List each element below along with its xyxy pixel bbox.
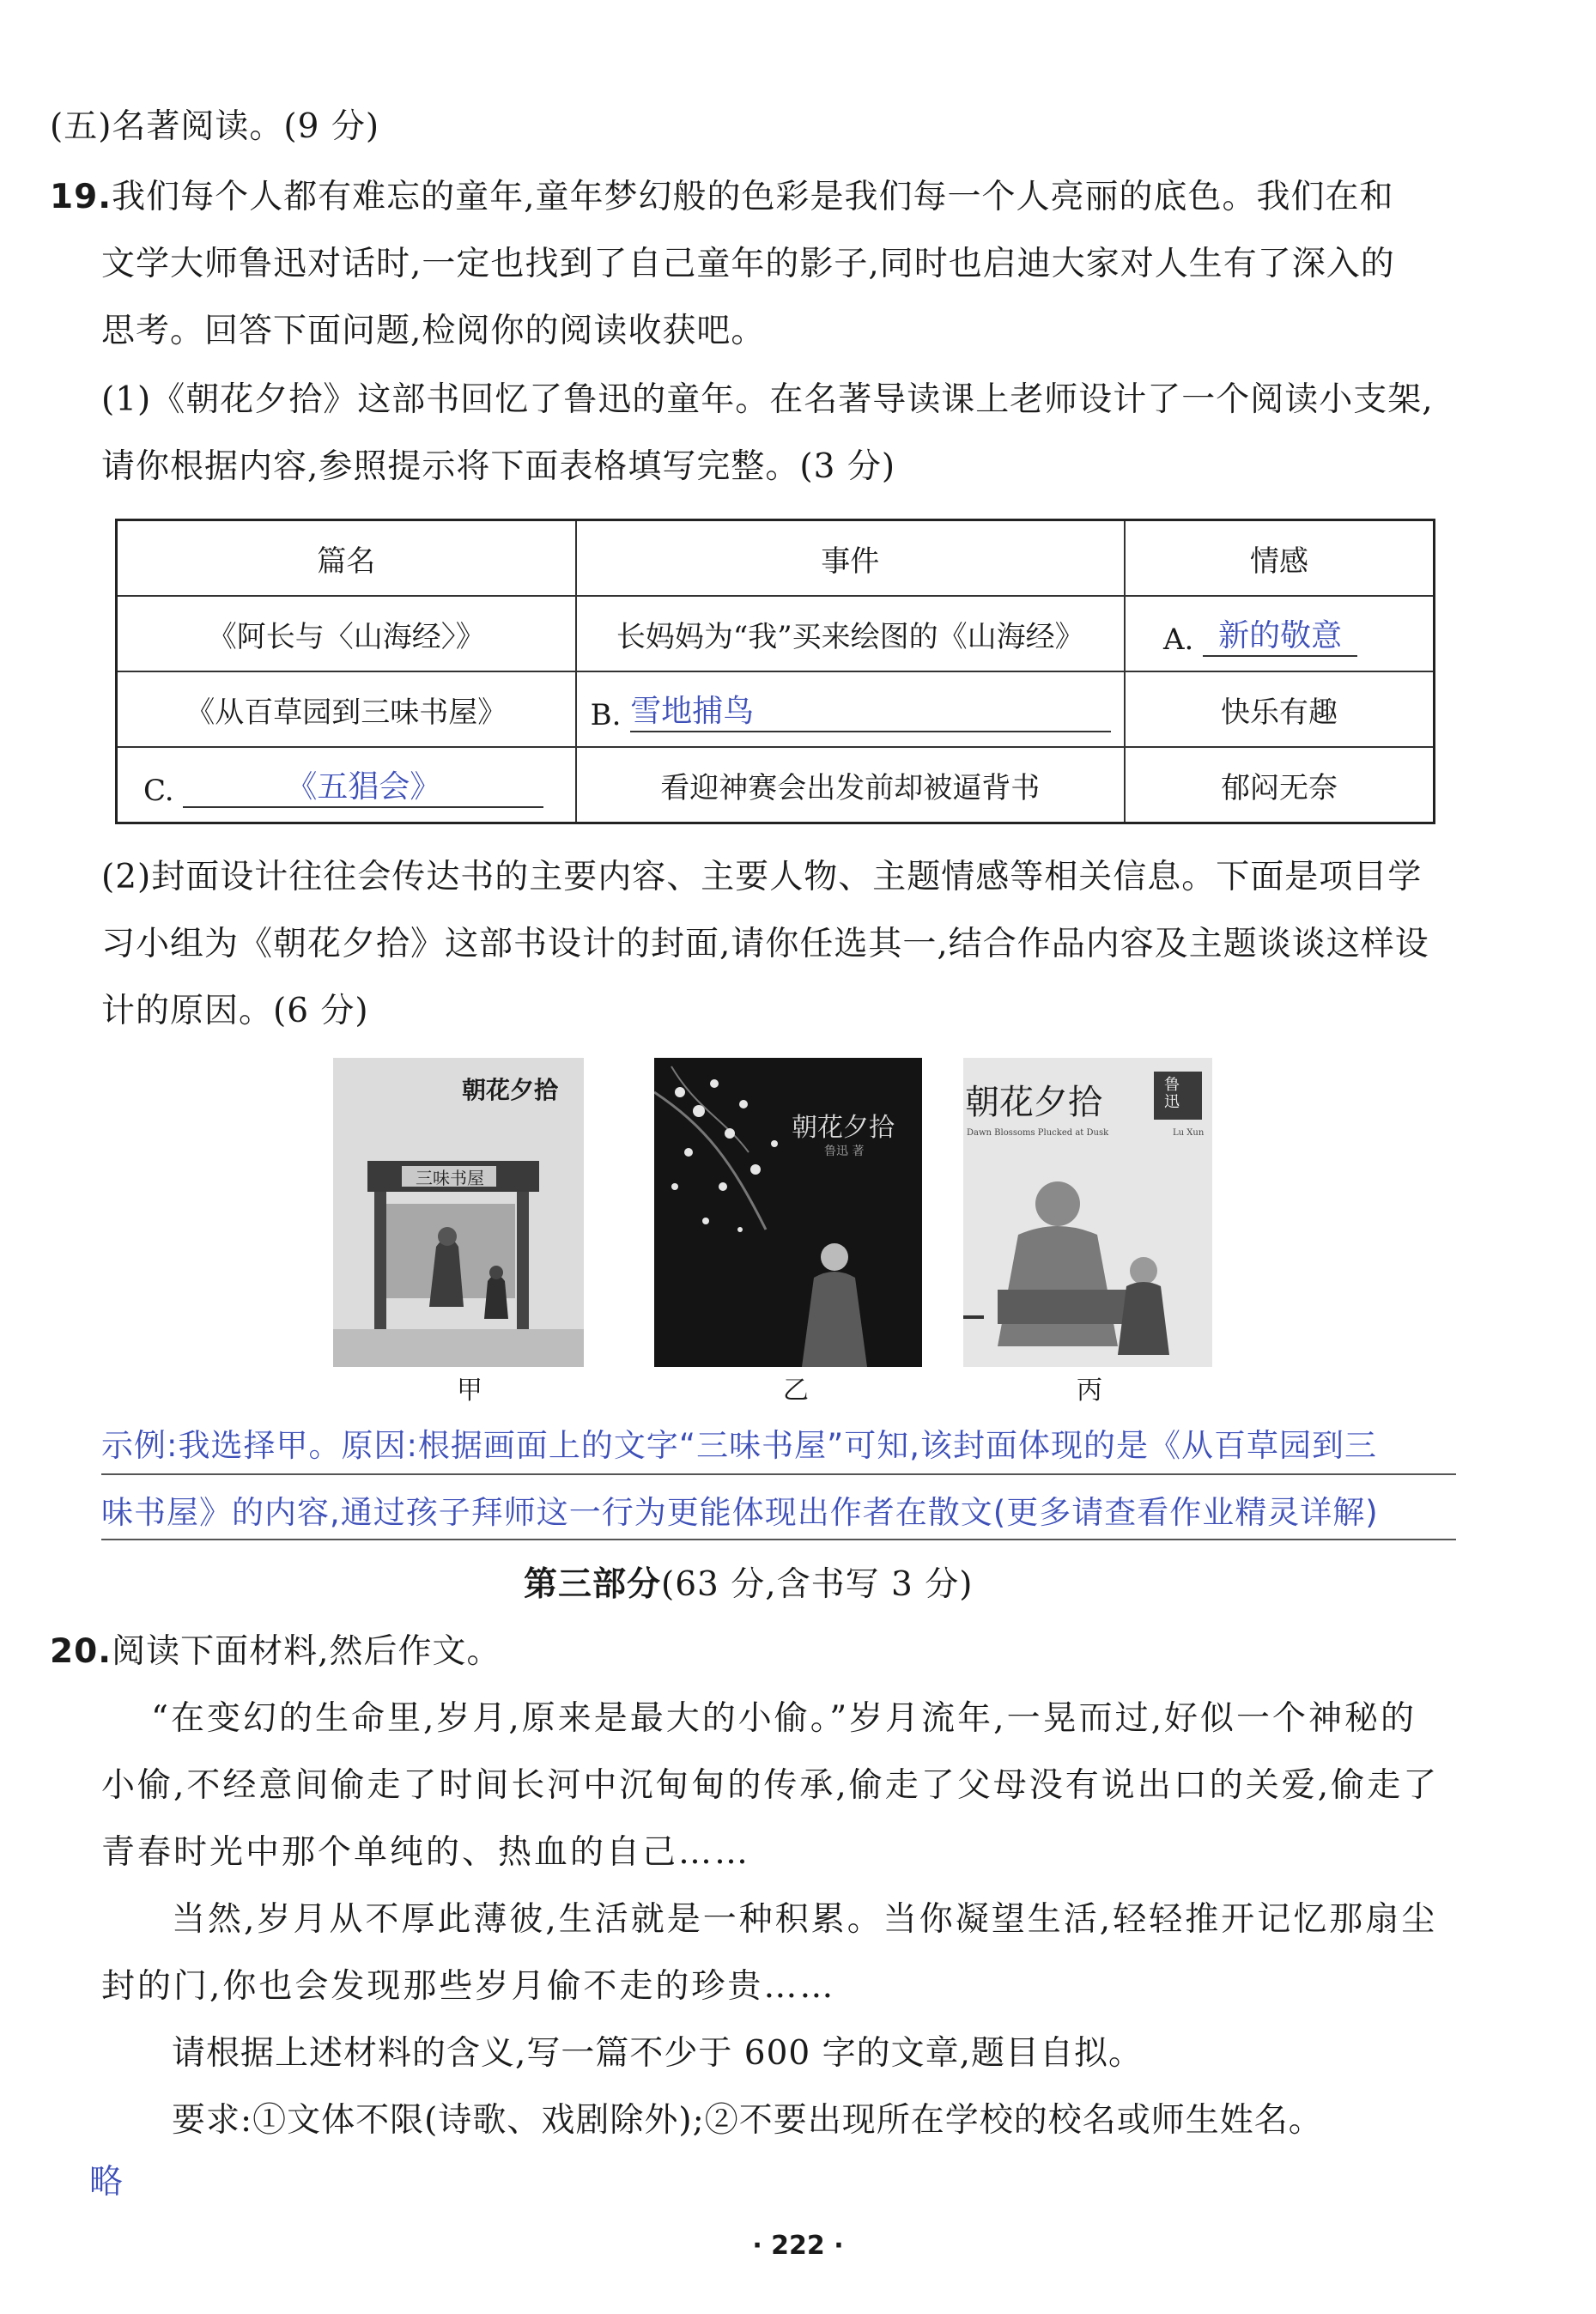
table-cell: 看迎神赛会出发前却被逼背书 <box>576 747 1125 823</box>
table-header: 情感 <box>1125 520 1435 597</box>
table-cell: A. 新的敬意 <box>1125 596 1435 671</box>
q20-material-line-1: “在变幻的生命里,岁月,原来是最大的小偷。”岁月流年,一晃而过,好似一个神秘的 <box>151 1699 1417 1738</box>
question-number: 19. <box>50 178 112 216</box>
cover-bing <box>963 1058 1212 1367</box>
page-number: · 222 · <box>752 2231 844 2261</box>
table-header: 篇名 <box>117 520 576 597</box>
q19-intro-line-1: 19.我们每个人都有难忘的童年,童年梦幻般的色彩是我们每一个人亮丽的底色。我们在和 <box>50 178 1394 216</box>
cover-jia <box>333 1058 584 1367</box>
q19-part2-line-1: (2)封面设计往往会传达书的主要内容、主要人物、主题情感等相关信息。下面是项目学 <box>101 858 1423 896</box>
table-header-row <box>117 520 1435 597</box>
question-number: 20. <box>50 1632 112 1671</box>
table-cell: 《从百草园到三味书屋》 <box>117 671 576 747</box>
answer-line-1: 示例:我选择甲。原因:根据画面上的文字“三味书屋”可知,该封面体现的是《从百草园到三 <box>101 1427 1378 1464</box>
table-cell: 快乐有趣 <box>1125 671 1435 747</box>
q20-requirements: 要求:①文体不限(诗歌、戏剧除外);②不要出现所在学校的校名或师生姓名。 <box>172 2101 1323 2140</box>
cover-yi-title: 朝花夕拾 <box>792 1113 895 1143</box>
q20-material-line-2: 小偷,不经意间偷走了时间长河中沉甸甸的传承,偷走了父母没有说出口的关爱,偷走了 <box>101 1766 1440 1805</box>
q19-part2-line-2: 习小组为《朝花夕拾》这部书设计的封面,请你任选其一,结合作品内容及主题谈谈这样设 <box>101 925 1429 963</box>
answer-line-2: 味书屋》的内容,通过孩子拜师这一行为更能体现出作者在散文(更多请查看作业精灵详解) <box>101 1494 1379 1531</box>
cover-bing-author-en: Lu Xun <box>1173 1128 1205 1138</box>
cover-bing-author: 鲁迅 <box>1164 1076 1180 1111</box>
q19-part1-line-1: (1)《朝花夕拾》这部书回忆了鲁迅的童年。在名著导读课上老师设计了一个阅读小支架, <box>101 380 1434 419</box>
answer-underline <box>101 1539 1456 1540</box>
cover-bing-subtitle: Dawn Blossoms Plucked at Dusk <box>967 1128 1109 1138</box>
part-three-title: 第三部分(63 分,含书写 3 分) <box>524 1565 974 1604</box>
table-cell: 郁闷无奈 <box>1125 747 1435 823</box>
cover-yi-illustration <box>654 1058 922 1367</box>
cover-yi-author: 鲁迅 著 <box>824 1145 865 1158</box>
cover-caption: 甲 <box>457 1376 482 1406</box>
table-header: 事件 <box>576 520 1125 597</box>
answer-c[interactable]: 《五猖会》 <box>183 762 543 808</box>
reading-table <box>115 519 1435 824</box>
q20-prompt: 20.阅读下面材料,然后作文。 <box>50 1632 501 1671</box>
cover-jia-title: 朝花夕拾 <box>462 1076 559 1104</box>
q19-part2-line-3: 计的原因。(6 分) <box>101 992 369 1030</box>
q20-instruction: 请根据上述材料的含义,写一篇不少于 600 字的文章,题目自拟。 <box>172 2034 1144 2073</box>
q19-intro-line-2: 文学大师鲁迅对话时,一定也找到了自己童年的影子,同时也启迪大家对人生有了深入的 <box>101 245 1395 283</box>
cover-bing-title: 朝花夕拾 <box>965 1083 1102 1122</box>
q20-material-line-3: 青春时光中那个单纯的、热血的自己…… <box>101 1833 751 1872</box>
cover-yi <box>654 1058 922 1367</box>
table-row <box>117 671 1435 747</box>
q20-answer: 略 <box>89 2163 124 2202</box>
table-row <box>117 747 1435 823</box>
table-cell: B. 雪地捕鸟 <box>576 671 1125 747</box>
table-cell: C. 《五猖会》 <box>117 747 576 823</box>
answer-b[interactable]: 雪地捕鸟 <box>630 687 1111 732</box>
answer-a[interactable]: 新的敬意 <box>1203 611 1357 657</box>
cover-jia-sign: 三味书屋 <box>416 1168 484 1188</box>
q20-material-line-5: 封的门,你也会发现那些岁月偷不走的珍贵…… <box>101 1967 836 2006</box>
table-cell: 长妈妈为“我”买来绘图的《山海经》 <box>576 596 1125 671</box>
q20-material-line-4: 当然,岁月从不厚此薄彼,生活就是一种积累。当你凝望生活,轻轻推开记忆那扇尘 <box>172 1900 1438 1939</box>
answer-underline <box>101 1473 1456 1475</box>
cover-caption: 丙 <box>1077 1376 1102 1406</box>
q19-part1-line-2: 请你根据内容,参照提示将下面表格填写完整。(3 分) <box>101 447 896 486</box>
q19-intro-line-3: 思考。回答下面问题,检阅你的阅读收获吧。 <box>101 312 766 350</box>
cover-caption: 乙 <box>783 1376 809 1406</box>
table-cell: 《阿长与〈山海经〉》 <box>117 596 576 671</box>
section-title: (五)名著阅读。(9 分) <box>50 107 380 146</box>
table-row <box>117 596 1435 671</box>
